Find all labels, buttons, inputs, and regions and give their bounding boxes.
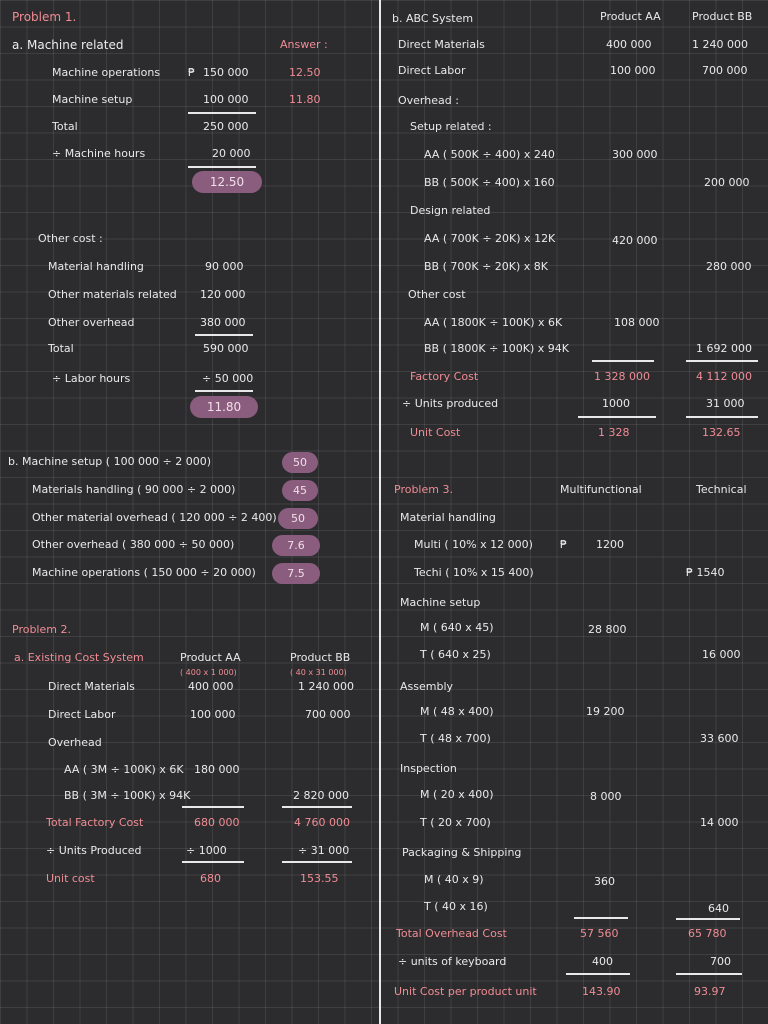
units-produced-bb: 31 000 xyxy=(706,397,745,410)
factory-cost-bb: 4 112 000 xyxy=(696,370,752,383)
p3-machine-setup-label: Machine setup xyxy=(400,596,481,609)
labor-hours-value: ÷ 50 000 xyxy=(202,372,254,385)
existing-cost-heading: a. Existing Cost System xyxy=(14,651,144,664)
p2-units-label: ÷ Units Produced xyxy=(46,844,142,857)
answer-value-1: 12.50 xyxy=(289,66,321,79)
p2-tfc-aa: 680 000 xyxy=(194,816,240,829)
total2-label: Total xyxy=(48,342,74,355)
p3-total-overhead-label: Total Overhead Cost xyxy=(396,927,507,940)
design-related-label: Design related xyxy=(410,204,491,217)
b-line-2-label: Materials handling ( 90 000 ÷ 2 000) xyxy=(32,483,236,496)
rule xyxy=(592,360,654,362)
b-line-5-label: Machine operations ( 150 000 ÷ 20 000) xyxy=(32,566,256,579)
other-cost-label: Other cost : xyxy=(38,232,103,245)
abc-dl-label: Direct Labor xyxy=(398,64,466,77)
p3-insp-m-value: 8 000 xyxy=(590,790,622,803)
p3-asm-t-value: 33 600 xyxy=(700,732,739,745)
p2-col-bb: Product BB xyxy=(290,651,351,664)
rule xyxy=(566,973,630,975)
p3-asm-m-value: 19 200 xyxy=(586,705,625,718)
p3-pack-t-label: T ( 40 x 16) xyxy=(424,900,488,913)
material-handling-label: Material handling xyxy=(48,260,144,273)
p2-dm-bb: 1 240 000 xyxy=(298,680,354,693)
machine-ops-value: 150 000 xyxy=(203,66,249,79)
p3-packaging-label: Packaging & Shipping xyxy=(402,846,522,859)
design-aa-value: 420 000 xyxy=(612,234,658,247)
p3-mh-multi-value: 1200 xyxy=(596,538,624,551)
machine-setup-value: 100 000 xyxy=(203,93,249,106)
machine-related-heading: a. Machine related xyxy=(12,38,124,52)
other-bb-value: 1 692 000 xyxy=(696,342,752,355)
page-divider xyxy=(379,0,381,1024)
other-aa-label: AA ( 1800K ÷ 100K) x 6K xyxy=(424,316,563,329)
b-line-3-value: 50 xyxy=(278,508,318,529)
p2-uc-label: Unit cost xyxy=(46,872,95,885)
total2-value: 590 000 xyxy=(203,342,249,355)
p2-overhead-label: Overhead xyxy=(48,736,102,749)
rule xyxy=(282,806,352,808)
setup-bb-value: 200 000 xyxy=(704,176,750,189)
total-value: 250 000 xyxy=(203,120,249,133)
factory-cost-label: Factory Cost xyxy=(410,370,479,383)
setup-bb-label: BB ( 500K ÷ 400) x 160 xyxy=(424,176,555,189)
total-label: Total xyxy=(52,120,78,133)
p3-toc-tech: 65 780 xyxy=(688,927,727,940)
abc-col-bb: Product BB xyxy=(692,10,753,23)
rule xyxy=(188,112,256,114)
machine-hours-value: 20 000 xyxy=(212,147,251,160)
answer-label: Answer : xyxy=(280,38,328,51)
p2-dl-label: Direct Labor xyxy=(48,708,116,721)
factory-cost-aa: 1 328 000 xyxy=(594,370,650,383)
p3-assembly-label: Assembly xyxy=(400,680,454,693)
setup-aa-label: AA ( 500K ÷ 400) x 240 xyxy=(424,148,555,161)
abc-title: b. ABC System xyxy=(392,12,474,25)
p3-inspection-label: Inspection xyxy=(400,762,457,775)
rule xyxy=(686,416,758,418)
p2-oh-aa-value: 180 000 xyxy=(194,763,240,776)
p2-units-bb: ÷ 31 000 xyxy=(298,844,350,857)
rule xyxy=(282,861,352,863)
p3-insp-t-label: T ( 20 x 700) xyxy=(420,816,491,829)
abc-dl-bb: 700 000 xyxy=(702,64,748,77)
units-produced-label: ÷ Units produced xyxy=(402,397,499,410)
p3-units-multi: 400 xyxy=(592,955,613,968)
p3-units-tech: 700 xyxy=(710,955,731,968)
machine-ops-label: Machine operations xyxy=(52,66,161,79)
b-line-3-label: Other material overhead ( 120 000 ÷ 2 400) xyxy=(32,511,277,524)
setup-aa-value: 300 000 xyxy=(612,148,658,161)
p3-asm-m-label: M ( 48 x 400) xyxy=(420,705,494,718)
abc-dm-bb: 1 240 000 xyxy=(692,38,748,51)
p3-insp-m-label: M ( 20 x 400) xyxy=(420,788,494,801)
p2-oh-bb-label: BB ( 3M ÷ 100K) x 94K xyxy=(64,789,191,802)
peso-sign: ₱ xyxy=(188,66,195,79)
p3-asm-t-label: T ( 48 x 700) xyxy=(420,732,491,745)
other-overhead-value: 380 000 xyxy=(200,316,246,329)
rule xyxy=(676,973,742,975)
p2-col-aa: Product AA xyxy=(180,651,241,664)
other-materials-label: Other materials related xyxy=(48,288,177,301)
material-handling-value: 90 000 xyxy=(205,260,244,273)
p3-ucp-multi: 143.90 xyxy=(582,985,621,998)
b-line-1-value: 50 xyxy=(282,452,318,473)
other-materials-value: 120 000 xyxy=(200,288,246,301)
b-line-4-label: Other overhead ( 380 000 ÷ 50 000) xyxy=(32,538,235,551)
other-cost-label-abc: Other cost xyxy=(408,288,466,301)
b-line-4-value: 7.6 xyxy=(272,535,320,556)
p2-tfc-bb: 4 760 000 xyxy=(294,816,350,829)
labor-hours-label: ÷ Labor hours xyxy=(52,372,131,385)
p3-ms-t-value: 16 000 xyxy=(702,648,741,661)
p3-pack-m-value: 360 xyxy=(594,875,615,888)
b-line-1-label: b. Machine setup ( 100 000 ÷ 2 000) xyxy=(8,455,212,468)
p2-oh-aa-label: AA ( 3M ÷ 100K) x 6K xyxy=(64,763,184,776)
rule xyxy=(676,918,740,920)
p2-tfc-label: Total Factory Cost xyxy=(46,816,144,829)
p2-uc-bb: 153.55 xyxy=(300,872,339,885)
abc-dm-label: Direct Materials xyxy=(398,38,485,51)
p3-material-handling-label: Material handling xyxy=(400,511,496,524)
p3-ucp-label: Unit Cost per product unit xyxy=(394,985,537,998)
p2-bb-note: ( 40 x 31 000) xyxy=(290,668,347,677)
abc-col-aa: Product AA xyxy=(600,10,661,23)
rate-highlight-1: 12.50 xyxy=(192,171,262,193)
p3-mh-tech-label: Techi ( 10% x 15 400) xyxy=(414,566,534,579)
design-bb-value: 280 000 xyxy=(706,260,752,273)
answer-value-2: 11.80 xyxy=(289,93,321,106)
rule xyxy=(195,334,253,336)
rule xyxy=(182,861,244,863)
p3-ms-m-label: M ( 640 x 45) xyxy=(420,621,494,634)
p3-pack-m-label: M ( 40 x 9) xyxy=(424,873,484,886)
problem3-title: Problem 3. xyxy=(394,483,453,496)
p3-col-tech: Technical xyxy=(696,483,747,496)
p3-pack-t-value: 640 xyxy=(708,902,729,915)
abc-unit-cost-bb: 132.65 xyxy=(702,426,741,439)
other-aa-value: 108 000 xyxy=(614,316,660,329)
setup-related-label: Setup related : xyxy=(410,120,492,133)
p3-insp-t-value: 14 000 xyxy=(700,816,739,829)
p3-ms-m-value: 28 800 xyxy=(588,623,627,636)
abc-unit-cost-label: Unit Cost xyxy=(410,426,461,439)
problem1-title: Problem 1. xyxy=(12,10,77,24)
rule xyxy=(182,806,244,808)
p2-units-aa: ÷ 1000 xyxy=(186,844,227,857)
p2-uc-aa: 680 xyxy=(200,872,221,885)
design-aa-label: AA ( 700K ÷ 20K) x 12K xyxy=(424,232,556,245)
rule xyxy=(574,917,628,919)
machine-hours-label: ÷ Machine hours xyxy=(52,147,146,160)
b-line-5-value: 7.5 xyxy=(272,563,320,584)
design-bb-label: BB ( 700K ÷ 20K) x 8K xyxy=(424,260,549,273)
p3-units-label: ÷ units of keyboard xyxy=(398,955,507,968)
problem2-title: Problem 2. xyxy=(12,623,71,636)
abc-unit-cost-aa: 1 328 xyxy=(598,426,630,439)
abc-overhead-label: Overhead : xyxy=(398,94,459,107)
p2-dl-bb: 700 000 xyxy=(305,708,351,721)
rule xyxy=(686,360,758,362)
p2-dm-aa: 400 000 xyxy=(188,680,234,693)
p3-ms-t-label: T ( 640 x 25) xyxy=(420,648,491,661)
rule xyxy=(188,166,256,168)
other-bb-label: BB ( 1800K ÷ 100K) x 94K xyxy=(424,342,570,355)
abc-dl-aa: 100 000 xyxy=(610,64,656,77)
p3-ucp-tech: 93.97 xyxy=(694,985,726,998)
units-produced-aa: 1000 xyxy=(602,397,630,410)
p2-dm-label: Direct Materials xyxy=(48,680,135,693)
rule xyxy=(578,416,656,418)
abc-dm-aa: 400 000 xyxy=(606,38,652,51)
machine-setup-label: Machine setup xyxy=(52,93,133,106)
p2-oh-bb-value: 2 820 000 xyxy=(293,789,349,802)
p3-col-multi: Multifunctional xyxy=(560,483,642,496)
p2-dl-aa: 100 000 xyxy=(190,708,236,721)
other-overhead-label: Other overhead xyxy=(48,316,135,329)
p3-mh-multi-label: Multi ( 10% x 12 000) xyxy=(414,538,533,551)
rule xyxy=(195,390,253,392)
b-line-2-value: 45 xyxy=(282,480,318,501)
rate-highlight-2: 11.80 xyxy=(190,396,258,418)
p3-mh-tech-value: ₱ 1540 xyxy=(686,566,725,579)
p3-toc-multi: 57 560 xyxy=(580,927,619,940)
p2-aa-note: ( 400 x 1 000) xyxy=(180,668,237,677)
p3-mh-multi-peso: ₱ xyxy=(560,538,567,551)
